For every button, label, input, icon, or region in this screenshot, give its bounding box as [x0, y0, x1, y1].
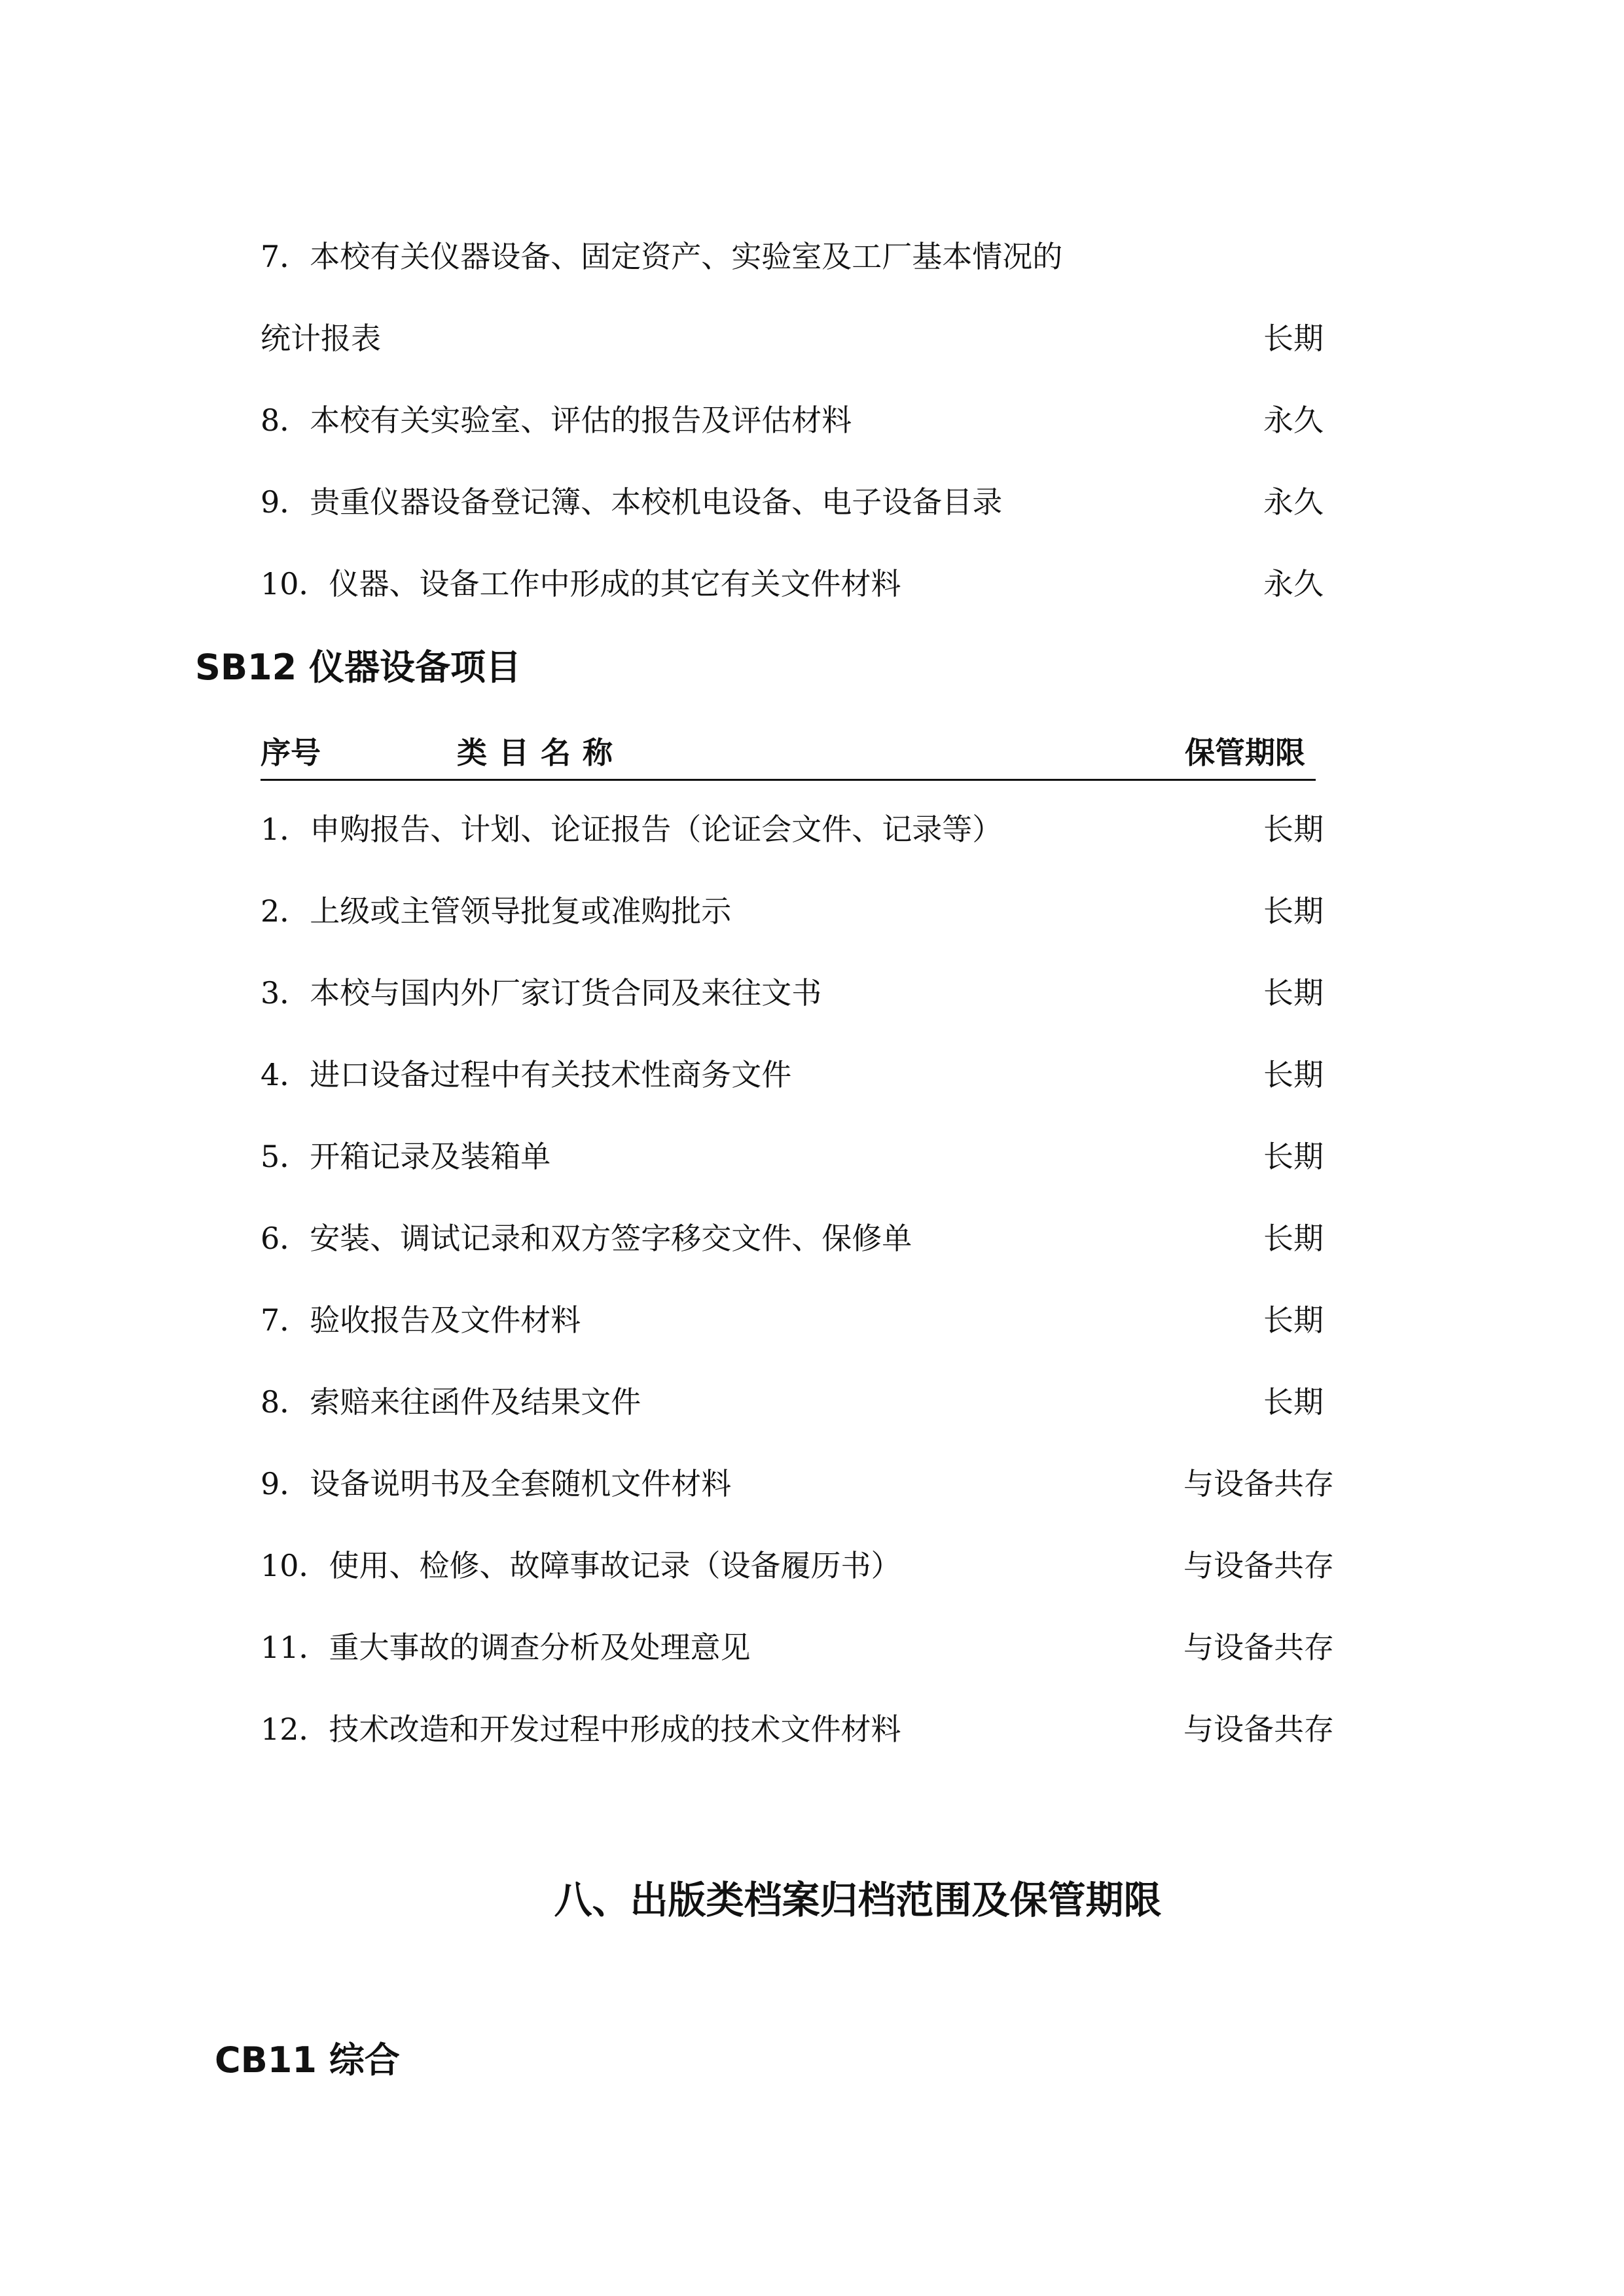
item-text: 3．本校与国内外厂家订货合同及来往文书: [261, 975, 822, 1011]
table-row: [261, 885, 1624, 937]
retention-period: 永久: [1263, 566, 1324, 601]
section-heading-sb12: SB12 仪器设备项目: [195, 647, 521, 688]
retention-period: 长期: [1263, 1057, 1324, 1092]
section-heading-cb11: CB11 综合: [215, 2039, 400, 2081]
table-header: [261, 726, 1316, 781]
table-row: [261, 1049, 1624, 1101]
retention-period: 长期: [1263, 321, 1324, 356]
retention-period: 长期: [1263, 1302, 1324, 1338]
table-row: [261, 967, 1624, 1019]
list-item: [261, 394, 1624, 446]
item-text: 7．验收报告及文件材料: [261, 1302, 581, 1338]
header-period: 保管期限: [1185, 735, 1305, 770]
list-item: [261, 476, 1624, 528]
item-text: 8．索赔来往函件及结果文件: [261, 1384, 641, 1420]
item-text: 10．使用、检修、故障事故记录（设备履历书）: [261, 1548, 901, 1583]
retention-period: 长期: [1263, 893, 1324, 929]
table-row: [261, 1376, 1624, 1428]
table-row: [261, 1621, 1624, 1674]
retention-period: 与设备共存: [1183, 1466, 1334, 1501]
item-text: 12．技术改造和开发过程中形成的技术文件材料: [261, 1712, 901, 1747]
table-row: [261, 1212, 1624, 1265]
retention-period: 与设备共存: [1183, 1630, 1334, 1665]
table-row: [261, 1458, 1624, 1510]
retention-period: 长期: [1263, 1221, 1324, 1256]
table-row: [261, 1130, 1624, 1183]
list-item: [261, 230, 1624, 283]
item-text: 统计报表: [261, 321, 381, 356]
item-text: 1．申购报告、计划、论证报告（论证会文件、记录等）: [261, 812, 1003, 847]
section-title: 八、出版类档案归档范围及保管期限: [554, 1878, 1162, 1922]
retention-period: 长期: [1263, 812, 1324, 847]
retention-period: 与设备共存: [1183, 1712, 1334, 1747]
item-text: 11．重大事故的调查分析及处理意见: [261, 1630, 751, 1665]
table-row: [261, 1703, 1624, 1755]
item-text: 6．安装、调试记录和双方签字移交文件、保修单: [261, 1221, 912, 1256]
table-row: [261, 803, 1624, 855]
header-name: 类目名称: [457, 735, 624, 770]
retention-period: 永久: [1263, 403, 1324, 438]
item-text: 2．上级或主管领导批复或准购批示: [261, 893, 732, 929]
item-text: 8．本校有关实验室、评估的报告及评估材料: [261, 403, 852, 438]
table-row: [261, 1294, 1624, 1346]
retention-period: 长期: [1263, 975, 1324, 1011]
item-text: 7．本校有关仪器设备、固定资产、实验室及工厂基本情况的: [261, 239, 1063, 274]
item-text: 10．仪器、设备工作中形成的其它有关文件材料: [261, 566, 901, 601]
item-text: 9．设备说明书及全套随机文件材料: [261, 1466, 732, 1501]
retention-period: 长期: [1263, 1384, 1324, 1420]
item-text: 5．开箱记录及装箱单: [261, 1139, 551, 1174]
retention-period: 长期: [1263, 1139, 1324, 1174]
item-text: 4．进口设备过程中有关技术性商务文件: [261, 1057, 792, 1092]
list-item: [261, 558, 1624, 610]
table-row: [261, 1539, 1624, 1592]
retention-period: 永久: [1263, 484, 1324, 520]
header-seq: 序号: [261, 735, 321, 770]
item-text: 9．贵重仪器设备登记簿、本校机电设备、电子设备目录: [261, 484, 1003, 520]
list-item: [261, 312, 1624, 365]
retention-period: 与设备共存: [1183, 1548, 1334, 1583]
